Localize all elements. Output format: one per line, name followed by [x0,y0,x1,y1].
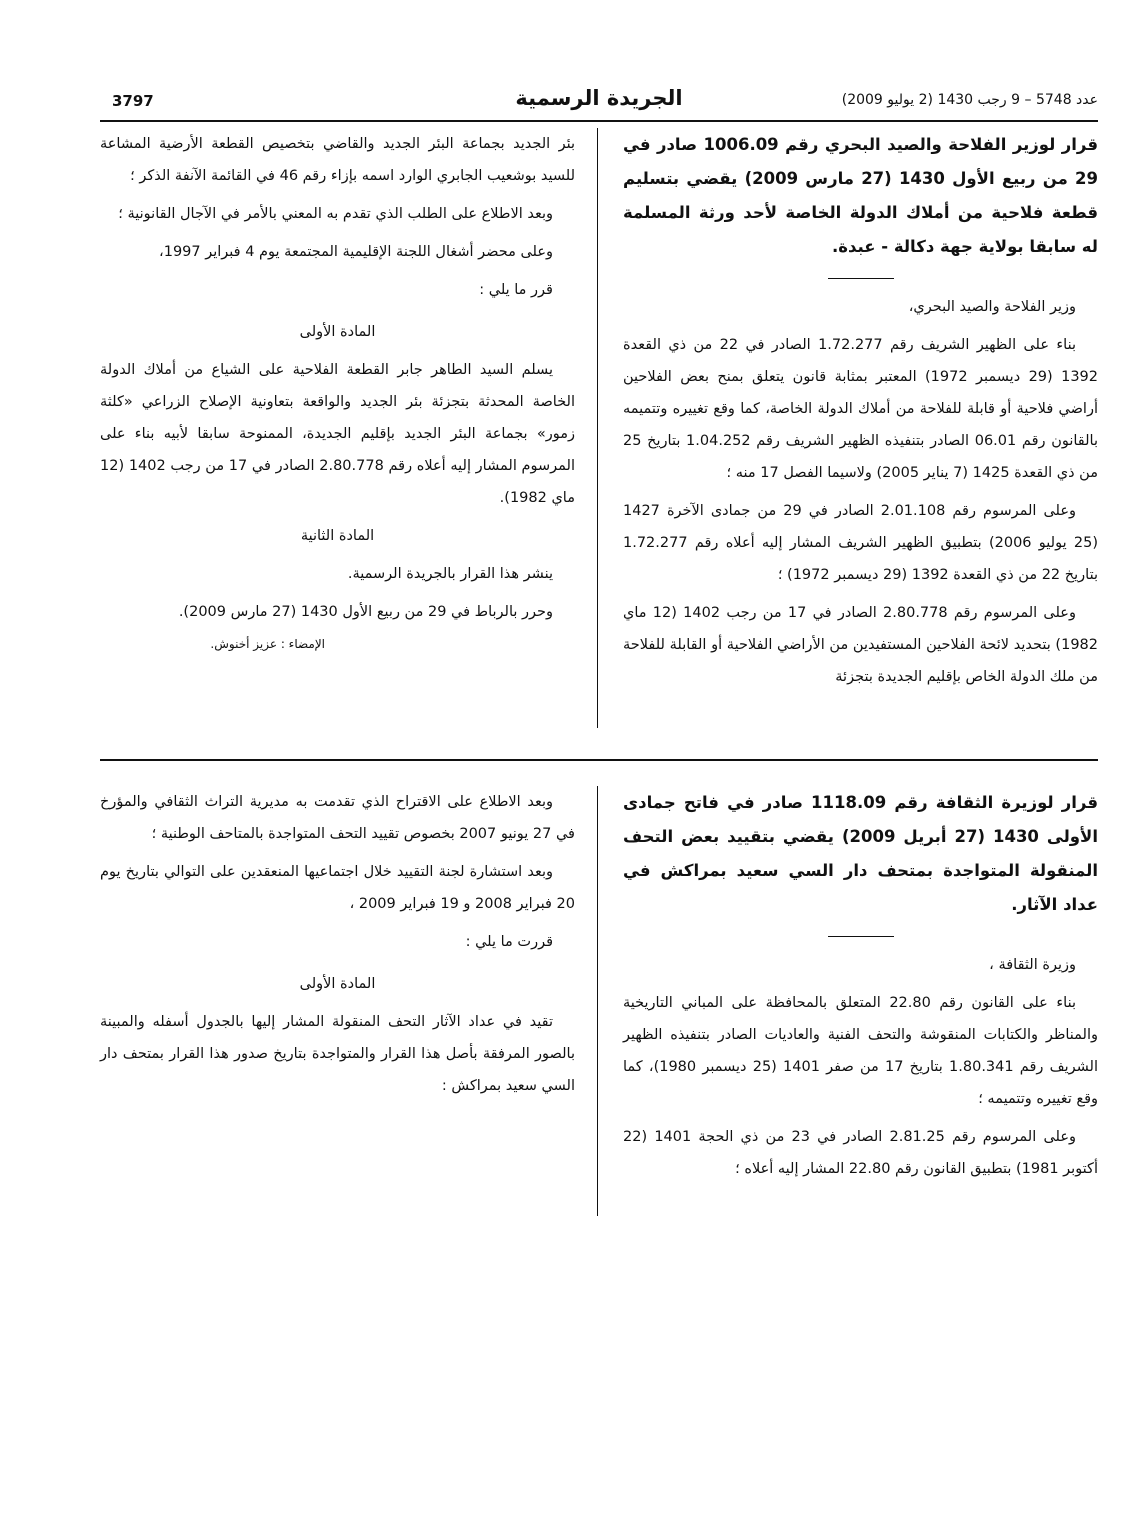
title-divider [828,936,894,937]
preamble-paragraph: بناء على الظهير الشريف رقم 1.72.277 الصادر في 22 من ذي القعدة 1392 (29 ديسمبر 1972) المعتبر بمثابة قانون يتعلق بمنح بعض الفلاحين أراضي فلاحية أو قابلة للفلاحة من أملاك الدولة الخاصة، كما وقع تغييره وتتميمه بالقانون رقم 06.01 الصادر بتنفيذه الظهير الشريف رقم 1.04.252 بتاريخ 25 من ذي القعدة 1425 (7 يناير 2005) ولاسيما الفصل 17 منه ؛ [623,337,1098,481]
preamble-paragraph: وعلى المرسوم رقم 2.01.108 الصادر في 29 من جمادى الآخرة 1427 (25 يوليو 2006) بتطبيق الظهير الشريف المشار إليه أعلاه رقم 1.72.277 بتاريخ 22 من ذي القعدة 1392 (29 ديسمبر 1972) ؛ [623,503,1098,583]
issuer-line: وزير الفلاحة والصيد البحري، [908,299,1076,315]
column-divider [597,786,598,1216]
decree-line: قررت ما يلي : [465,934,553,950]
signature-line: الإمضاء : عزيز أخنوش. [210,637,325,651]
decision-culture-left-column [100,786,575,1216]
issue-info: عدد 5748 – 9 رجب 1430 (2 يوليو 2009) [841,92,1098,108]
article-heading: المادة الأولى [299,976,376,992]
preamble-paragraph: بناء على القانون رقم 22.80 المتعلق بالمحافظة على المباني التاريخية والمناظر والكتابات المنقوشة والتحف الفنية والعاديات الصادر بتنفيذه الظهير الشريف رقم 1.80.341 بتاريخ 17 من صفر 1401 (25 ديسمبر 1980)، كما وقع تغييره وتتميمه ؛ [623,995,1099,1107]
preamble-paragraph: بئر الجديد بجماعة البئر الجديد والقاضي بتخصيص القطعة الأرضية المشاعة للسيد بوشعيب الجابري الوارد اسمه بإزاء رقم 46 في القائمة الآنفة الذكر ؛ [100,136,575,184]
preamble-paragraph: وبعد الاطلاع على الاقتراح الذي تقدمت به مديرية التراث الثقافي والمؤرخ في 27 يونيو 2007 بخصوص تقييد التحف المتواجدة بالمتاحف الوطنية ؛ [100,794,575,842]
section-divider [100,759,1098,761]
decision-title: قرار لوزير الفلاحة والصيد البحري رقم 1006.09 صادر في 29 من ربيع الأول 1430 (27 مارس 2009) يقضي بتسليم قطعة فلاحية من أملاك الدولة الخاصة لأحد ورثة المسلمة له سابقا بولاية جهة دكالة - عبدة. [623,135,1098,256]
page-header [100,84,1098,122]
preamble-paragraph: وبعد الاطلاع على الطلب الذي تقدم به المعني بالأمر في الآجال القانونية ؛ [118,206,553,222]
closing-line: وحرر بالرباط في 29 من ربيع الأول 1430 (27 مارس 2009). [178,604,553,620]
column-divider [597,128,598,728]
article-heading: المادة الأولى [299,324,376,340]
article-heading: المادة الثانية [300,528,375,544]
title-divider [828,278,894,279]
preamble-paragraph: وعلى محضر أشغال اللجنة الإقليمية المجتمعة يوم 4 فبراير 1997، [159,244,553,260]
decision-title: قرار لوزيرة الثقافة رقم 1118.09 صادر في فاتح جمادى الأولى 1430 (27 أبريل 2009) يقضي بتقييد بعض التحف المنقولة المتواجدة بمتحف دار السي سعيد بمراكش في عداد الآثار. [623,793,1099,914]
preamble-paragraph: وعلى المرسوم رقم 2.80.778 الصادر في 17 من رجب 1402 (12 ماي 1982) بتحديد لائحة الفلاحين المستفيدين من الأراضي الفلاحية أو القابلة للفلاحة من ملك الدولة الخاص بإقليم الجديدة بتجزئة [623,605,1098,685]
issuer-line: وزيرة الثقافة ، [989,957,1076,973]
journal-title: الجريدة الرسمية [515,86,683,110]
article-text: يسلم السيد الطاهر جابر القطعة الفلاحية على الشياع من أملاك الدولة الخاصة المحدثة بتجزئة بئر الجديد والواقعة بتعاونية الإصلاح الزراعي «كلثة زمور» بجماعة البئر الجديد بإقليم الجديدة، الممنوحة سابقا لأبيه بناء على المرسوم المشار إليه أعلاه رقم 2.80.778 الصادر في 17 من رجب 1402 (12 ماي 1982). [100,362,575,506]
article-text: تقيد في عداد الآثار التحف المنقولة المشار إليها بالجدول أسفله والمبينة بالصور المرفقة بأصل هذا القرار والمتواجدة بتاريخ صدور هذا القرار بمتحف دار السي سعيد بمراكش : [100,1014,575,1094]
decision-culture-right-column [623,786,1098,1216]
preamble-paragraph: وعلى المرسوم رقم 2.81.25 الصادر في 23 من ذي الحجة 1401 (22 أكتوبر 1981) بتطبيق القانون رقم 22.80 المشار إليه أعلاه ؛ [623,1129,1098,1177]
article-text: ينشر هذا القرار بالجريدة الرسمية. [347,566,553,582]
decision-culture [100,786,1098,1216]
decision-agriculture-right-column [623,128,1098,728]
decree-line: قرر ما يلي : [479,282,553,298]
decision-agriculture-left-column [100,128,575,728]
preamble-paragraph: وبعد استشارة لجنة التقييد خلال اجتماعيها المنعقدين على التوالي بتاريخ يوم 20 فبراير 2008 و 19 فبراير 2009 ، [100,864,575,912]
page-number: 3797 [112,92,154,110]
decision-agriculture [100,128,1098,728]
